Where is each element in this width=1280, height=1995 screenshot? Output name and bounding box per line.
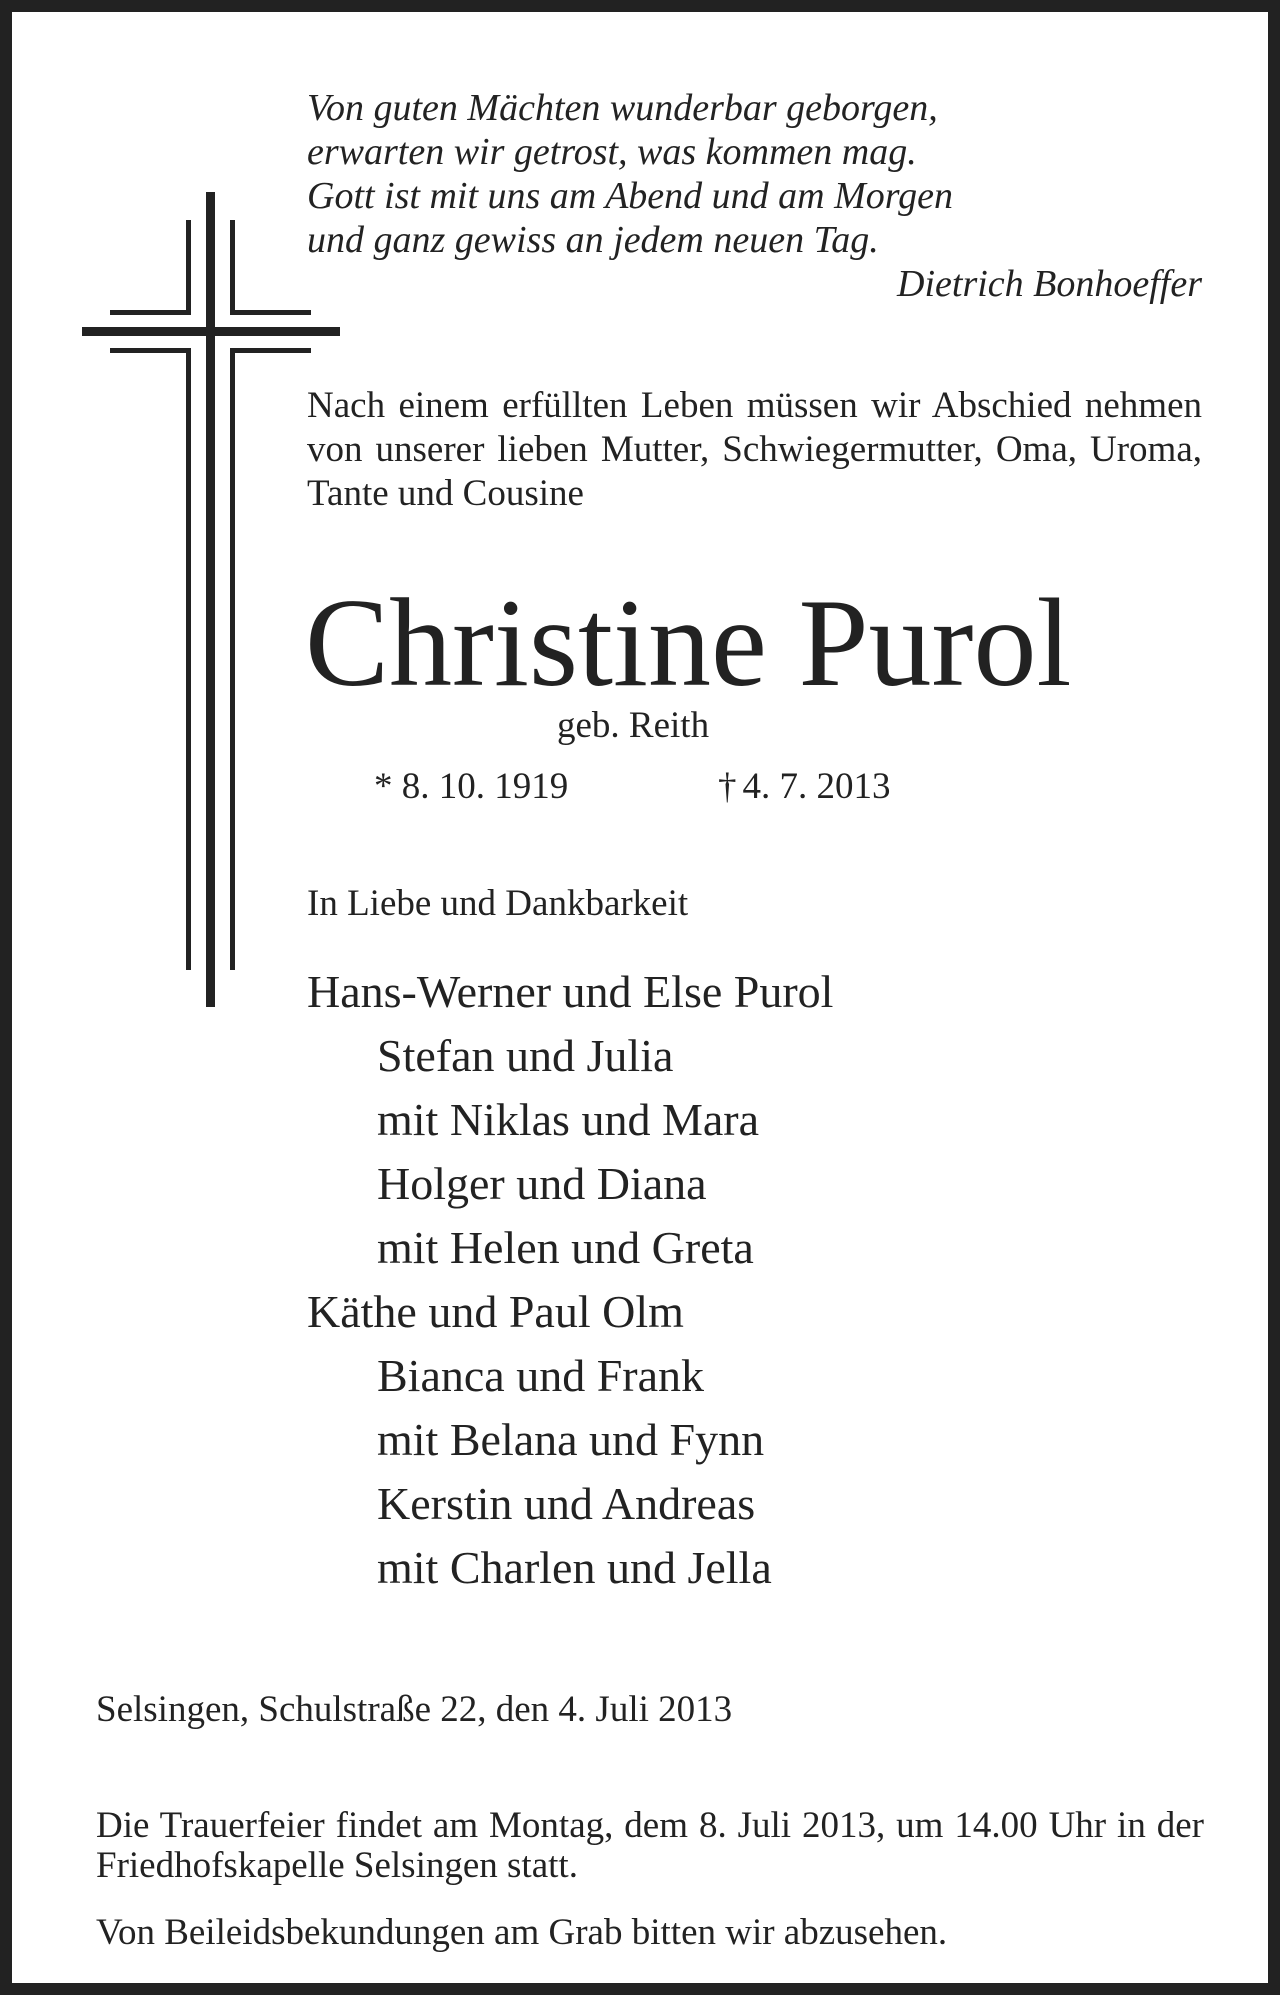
- poem-line: und ganz gewiss an jedem neuen Tag.: [307, 219, 879, 261]
- family-member: Kerstin und Andreas: [377, 1478, 756, 1529]
- poem-author: Dietrich Bonhoeffer: [897, 263, 1202, 305]
- cross-inner-left-lower: [186, 348, 191, 970]
- family-member: Stefan und Julia: [377, 1030, 674, 1081]
- family-member: mit Charlen und Jella: [377, 1542, 772, 1593]
- cross-icon: [82, 192, 340, 1007]
- cross-inner-left-arm-top: [110, 310, 191, 315]
- place-and-date: Selsingen, Schulstraße 22, den 4. Juli 2013: [96, 1689, 733, 1730]
- funeral-service-info: Die Trauerfeier findet am Montag, dem 8. Juli 2013, um 14.00 Uhr in der Friedhofskapelle Selsingen statt.: [96, 1805, 1204, 1886]
- poem-quote: [307, 86, 1202, 306]
- cross-crossbar: [82, 327, 340, 336]
- family-member: Hans-Werner und Else Purol: [307, 966, 834, 1017]
- condolence-request: Von Beileidsbekundungen am Grab bitten wir abzusehen.: [96, 1912, 948, 1953]
- cross-inner-right-arm-top: [230, 310, 311, 315]
- birth-date: * 8. 10. 1919: [374, 766, 569, 807]
- family-list: [307, 960, 833, 1600]
- family-member: mit Niklas und Mara: [377, 1094, 759, 1145]
- family-member: mit Belana und Fynn: [377, 1414, 765, 1465]
- deceased-name: Christine Purol: [305, 574, 1072, 713]
- cross-inner-right-arm-bottom: [230, 348, 311, 353]
- poem-line: Gott ist mit uns am Abend und am Morgen: [307, 175, 953, 217]
- intro-text: Nach einem erfüllten Leben müssen wir Abschied nehmen von unserer lieben Mutter, Schwiegermutter, Oma, Uroma, Tante und Cousine: [307, 385, 1202, 514]
- thanks-line: In Liebe und Dankbarkeit: [307, 883, 689, 924]
- cross-inner-left-arm-bottom: [110, 348, 191, 353]
- family-member: Bianca und Frank: [377, 1350, 705, 1401]
- cross-inner-right-lower: [230, 348, 235, 970]
- cross-center-beam: [206, 192, 215, 1007]
- dagger-icon: †: [718, 766, 737, 807]
- cross-inner-left-upper: [186, 220, 191, 315]
- poem-line: Von guten Mächten wunderbar geborgen,: [307, 87, 938, 129]
- poem-line: erwarten wir getrost, was kommen mag.: [307, 131, 917, 173]
- family-member: Käthe und Paul Olm: [307, 1286, 684, 1337]
- family-member: mit Helen und Greta: [377, 1222, 754, 1273]
- cross-inner-right-upper: [230, 220, 235, 315]
- death-line: [718, 765, 891, 809]
- death-date: 4. 7. 2013: [742, 766, 891, 807]
- maiden-name: geb. Reith: [557, 705, 710, 746]
- family-member: Holger und Diana: [377, 1158, 707, 1209]
